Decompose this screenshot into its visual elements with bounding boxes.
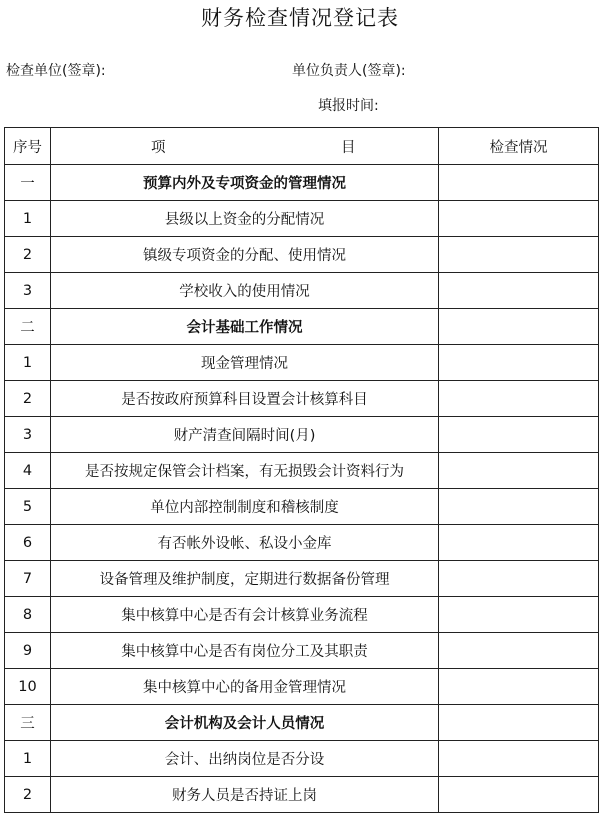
row-check-cell[interactable] (439, 309, 599, 345)
table-row (5, 165, 599, 201)
row-no: 10 (5, 669, 51, 705)
table-row (5, 201, 599, 237)
table-row (5, 453, 599, 489)
row-no: 3 (5, 417, 51, 453)
row-check-cell[interactable] (439, 237, 599, 273)
fill-time-label: 填报时间: (318, 98, 379, 114)
row-check-cell[interactable] (439, 777, 599, 813)
row-item: 会计、出纳岗位是否分设 (51, 741, 439, 777)
row-no: 一 (5, 165, 51, 201)
row-no: 7 (5, 561, 51, 597)
row-check-cell[interactable] (439, 669, 599, 705)
column-header-item-b: 目 (341, 140, 356, 156)
column-header-check: 检查情况 (439, 128, 599, 165)
unit-head-label: 单位负责人(签章): (292, 63, 406, 79)
row-no: 2 (5, 381, 51, 417)
row-no: 3 (5, 273, 51, 309)
row-check-cell[interactable] (439, 741, 599, 777)
row-item: 集中核算中心是否有会计核算业务流程 (51, 597, 439, 633)
row-check-cell[interactable] (439, 381, 599, 417)
table-row (5, 597, 599, 633)
row-item: 财务人员是否持证上岗 (51, 777, 439, 813)
row-item: 单位内部控制制度和稽核制度 (51, 489, 439, 525)
row-no: 1 (5, 741, 51, 777)
column-header-item-a: 项 (151, 140, 166, 156)
row-check-cell[interactable] (439, 345, 599, 381)
table-row (5, 705, 599, 741)
row-item: 设备管理及维护制度，定期进行数据备份管理 (51, 561, 439, 597)
table-row (5, 237, 599, 273)
row-item: 县级以上资金的分配情况 (51, 201, 439, 237)
row-item: 镇级专项资金的分配、使用情况 (51, 237, 439, 273)
row-item: 会计基础工作情况 (51, 309, 439, 345)
table-row (5, 417, 599, 453)
table-row (5, 489, 599, 525)
column-header-no: 序号 (5, 128, 51, 165)
row-item: 财产清查间隔时间(月) (51, 417, 439, 453)
row-item: 预算内外及专项资金的管理情况 (51, 165, 439, 201)
page-title: 财务检查情况登记表 (201, 6, 399, 30)
row-check-cell[interactable] (439, 417, 599, 453)
table-row (5, 633, 599, 669)
row-check-cell[interactable] (439, 489, 599, 525)
row-no: 5 (5, 489, 51, 525)
table-row (5, 381, 599, 417)
row-no: 9 (5, 633, 51, 669)
row-no: 2 (5, 777, 51, 813)
row-item: 现金管理情况 (51, 345, 439, 381)
row-no: 1 (5, 345, 51, 381)
column-header-item (51, 128, 439, 165)
row-item: 集中核算中心的备用金管理情况 (51, 669, 439, 705)
table-row (5, 741, 599, 777)
inspection-unit-label: 检查单位(签章): (6, 63, 106, 79)
row-check-cell[interactable] (439, 201, 599, 237)
row-no: 二 (5, 309, 51, 345)
row-item: 学校收入的使用情况 (51, 273, 439, 309)
row-check-cell[interactable] (439, 561, 599, 597)
row-item: 会计机构及会计人员情况 (51, 705, 439, 741)
row-check-cell[interactable] (439, 525, 599, 561)
row-check-cell[interactable] (439, 633, 599, 669)
row-check-cell[interactable] (439, 273, 599, 309)
row-item: 有否帐外设帐、私设小金库 (51, 525, 439, 561)
row-no: 8 (5, 597, 51, 633)
table-row (5, 525, 599, 561)
row-check-cell[interactable] (439, 165, 599, 201)
table-row (5, 561, 599, 597)
table-row (5, 273, 599, 309)
table-row (5, 309, 599, 345)
row-check-cell[interactable] (439, 705, 599, 741)
row-no: 1 (5, 201, 51, 237)
row-check-cell[interactable] (439, 597, 599, 633)
table-row (5, 345, 599, 381)
table-row (5, 777, 599, 813)
table-header-row (5, 128, 599, 165)
row-item: 是否按政府预算科目设置会计核算科目 (51, 381, 439, 417)
row-no: 三 (5, 705, 51, 741)
inspection-table (4, 127, 599, 813)
row-no: 6 (5, 525, 51, 561)
table-row (5, 669, 599, 705)
row-check-cell[interactable] (439, 453, 599, 489)
row-no: 2 (5, 237, 51, 273)
row-no: 4 (5, 453, 51, 489)
row-item: 集中核算中心是否有岗位分工及其职责 (51, 633, 439, 669)
row-item: 是否按规定保管会计档案，有无损毁会计资料行为 (51, 453, 439, 489)
